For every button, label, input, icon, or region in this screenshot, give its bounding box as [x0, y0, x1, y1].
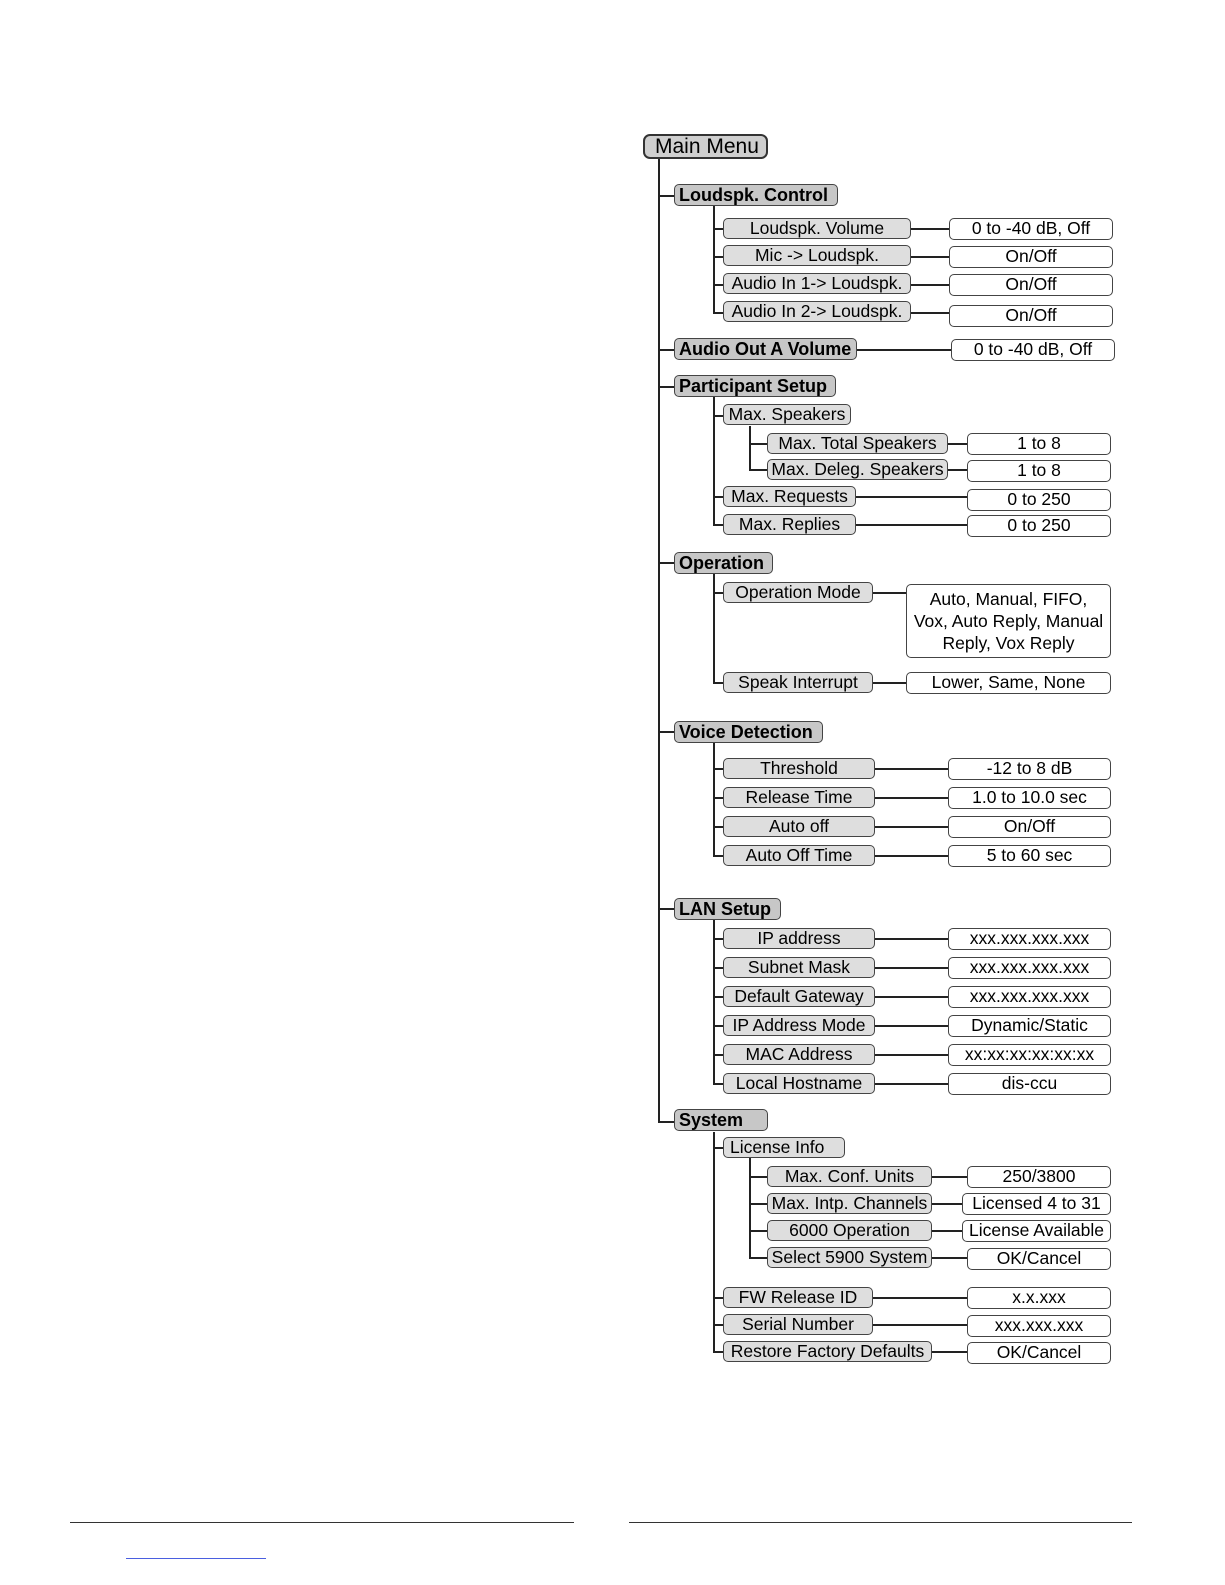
branch-line	[658, 731, 674, 733]
menu-item-ip-address: IP address	[723, 928, 875, 949]
sub-trunk-line	[749, 426, 751, 471]
branch-line	[713, 855, 723, 857]
value-max-deleg-speakers: 1 to 8	[967, 460, 1111, 482]
menu-item-max-conf-units: Max. Conf. Units	[767, 1166, 932, 1187]
menu-item-max-replies: Max. Replies	[723, 514, 856, 535]
value-max-intp-channels: Licensed 4 to 31	[962, 1193, 1111, 1215]
value-max-conf-units: 250/3800	[967, 1166, 1111, 1188]
value-line	[875, 855, 948, 857]
menu-item-default-gateway: Default Gateway	[723, 986, 875, 1007]
value-max-replies: 0 to 250	[967, 515, 1111, 537]
value-6000-operation: License Available	[962, 1220, 1111, 1242]
menu-item-auto-off: Auto off	[723, 816, 875, 837]
value-line	[932, 1230, 962, 1232]
main-trunk-line	[658, 157, 660, 1122]
value-operation-mode-line-3: Reply, Vox Reply	[942, 633, 1075, 653]
branch-line	[713, 682, 723, 684]
branch-line	[658, 908, 674, 910]
sub-trunk-line	[713, 206, 715, 313]
value-line	[911, 284, 949, 286]
branch-line	[749, 1176, 767, 1178]
footer-rule-right	[629, 1522, 1132, 1523]
section-lan-setup: LAN Setup	[674, 898, 781, 920]
menu-item-audio-in-2-loudspk: Audio In 2-> Loudspk.	[723, 301, 911, 322]
branch-line	[713, 1324, 723, 1326]
menu-item-speak-interrupt: Speak Interrupt	[723, 672, 873, 693]
value-local-hostname: dis-ccu	[948, 1073, 1111, 1095]
value-max-requests: 0 to 250	[967, 489, 1111, 511]
footer-rule-left	[70, 1522, 574, 1523]
branch-line	[713, 284, 723, 286]
section-voice-detection: Voice Detection	[674, 721, 823, 743]
branch-line	[749, 1257, 767, 1259]
branch-line	[658, 1121, 674, 1123]
menu-item-max-speakers: Max. Speakers	[723, 404, 851, 425]
branch-line	[749, 1230, 767, 1232]
menu-item-max-deleg-speakers: Max. Deleg. Speakers	[767, 459, 948, 480]
sub-trunk-line	[713, 1132, 715, 1352]
menu-item-mac-address: MAC Address	[723, 1044, 875, 1065]
branch-line	[713, 1351, 723, 1353]
value-line	[948, 443, 967, 445]
branch-line	[713, 1147, 723, 1149]
value-line	[911, 312, 949, 314]
branch-line	[713, 1083, 723, 1085]
branch-line	[713, 1054, 723, 1056]
branch-line	[658, 562, 674, 564]
menu-item-select-5900-system: Select 5900 System	[767, 1247, 932, 1268]
menu-item-local-hostname: Local Hostname	[723, 1073, 875, 1094]
footer-link-underline	[126, 1558, 266, 1559]
value-line	[873, 682, 906, 684]
value-line	[875, 967, 948, 969]
section-audio-out-a-volume: Audio Out A Volume	[674, 338, 857, 360]
value-line	[875, 1025, 948, 1027]
value-subnet-mask: xxx.xxx.xxx.xxx	[948, 957, 1111, 979]
branch-line	[713, 1025, 723, 1027]
menu-item-threshold: Threshold	[723, 758, 875, 779]
value-loudspk-volume: 0 to -40 dB, Off	[949, 218, 1113, 240]
branch-line	[713, 524, 723, 526]
branch-line	[713, 967, 723, 969]
value-threshold: -12 to 8 dB	[948, 758, 1111, 780]
value-restore-factory-defaults: OK/Cancel	[967, 1342, 1111, 1364]
section-system: System	[674, 1109, 768, 1131]
value-audio-out-a-volume: 0 to -40 dB, Off	[951, 339, 1115, 361]
branch-line	[713, 1297, 723, 1299]
value-line	[875, 996, 948, 998]
value-ip-address: xxx.xxx.xxx.xxx	[948, 928, 1111, 950]
value-ip-address-mode: Dynamic/Static	[948, 1015, 1111, 1037]
branch-line	[658, 349, 674, 351]
menu-item-ip-address-mode: IP Address Mode	[723, 1015, 875, 1036]
value-speak-interrupt: Lower, Same, None	[906, 672, 1111, 694]
branch-line	[749, 469, 767, 471]
value-mic-loudspk: On/Off	[949, 246, 1113, 268]
menu-item-operation-mode: Operation Mode	[723, 582, 873, 603]
value-line	[932, 1257, 967, 1259]
value-line	[856, 496, 967, 498]
value-max-total-speakers: 1 to 8	[967, 433, 1111, 455]
value-line	[856, 524, 967, 526]
main-menu-node: Main Menu	[643, 134, 768, 159]
menu-item-audio-in-1-loudspk: Audio In 1-> Loudspk.	[723, 273, 911, 294]
branch-line	[713, 415, 723, 417]
branch-line	[749, 1203, 767, 1205]
value-mac-address: xx:xx:xx:xx:xx:xx	[948, 1044, 1111, 1066]
section-loudspk-control: Loudspk. Control	[674, 184, 838, 206]
branch-line	[713, 228, 723, 230]
value-line	[873, 592, 906, 594]
value-release-time: 1.0 to 10.0 sec	[948, 787, 1111, 809]
menu-item-auto-off-time: Auto Off Time	[723, 845, 875, 866]
menu-item-serial-number: Serial Number	[723, 1314, 873, 1335]
section-operation: Operation	[674, 552, 773, 574]
value-default-gateway: xxx.xxx.xxx.xxx	[948, 986, 1111, 1008]
menu-item-subnet-mask: Subnet Mask	[723, 957, 875, 978]
value-line	[932, 1203, 962, 1205]
value-line	[875, 1083, 948, 1085]
value-line	[932, 1351, 967, 1353]
menu-item-fw-release-id: FW Release ID	[723, 1287, 873, 1308]
branch-line	[713, 496, 723, 498]
menu-item-max-requests: Max. Requests	[723, 486, 856, 507]
value-audio-in-1-loudspk: On/Off	[949, 274, 1113, 296]
value-fw-release-id: x.x.xxx	[967, 1287, 1111, 1309]
sub-trunk-line	[713, 920, 715, 1085]
menu-item-restore-factory-defaults: Restore Factory Defaults	[723, 1341, 932, 1362]
value-line	[875, 1054, 948, 1056]
value-line	[911, 228, 949, 230]
branch-line	[713, 256, 723, 258]
menu-item-license-info: License Info	[723, 1137, 845, 1158]
menu-item-max-intp-channels: Max. Intp. Channels	[767, 1193, 932, 1214]
value-operation-mode	[906, 584, 1111, 658]
menu-item-6000-operation: 6000 Operation	[767, 1220, 932, 1241]
value-operation-mode-line-2: Vox, Auto Reply, Manual	[913, 611, 1104, 631]
section-participant-setup: Participant Setup	[674, 375, 836, 397]
value-line	[875, 768, 948, 770]
branch-line	[713, 996, 723, 998]
value-line	[873, 1324, 967, 1326]
menu-item-max-total-speakers: Max. Total Speakers	[767, 433, 948, 454]
menu-item-release-time: Release Time	[723, 787, 875, 808]
value-line	[857, 349, 951, 351]
sub-trunk-line	[749, 1158, 751, 1259]
value-line	[948, 469, 967, 471]
menu-item-loudspk-volume: Loudspk. Volume	[723, 218, 911, 239]
branch-line	[713, 592, 723, 594]
value-line	[875, 938, 948, 940]
value-line	[875, 797, 948, 799]
branch-line	[713, 312, 723, 314]
value-auto-off-time: 5 to 60 sec	[948, 845, 1111, 867]
value-audio-in-2-loudspk: On/Off	[949, 305, 1113, 327]
branch-line	[749, 443, 767, 445]
branch-line	[713, 938, 723, 940]
value-serial-number: xxx.xxx.xxx	[967, 1315, 1111, 1337]
branch-line	[658, 195, 674, 197]
value-line	[873, 1297, 967, 1299]
branch-line	[713, 826, 723, 828]
value-line	[911, 256, 949, 258]
sub-trunk-line	[713, 574, 715, 683]
menu-item-mic-loudspk: Mic -> Loudspk.	[723, 245, 911, 266]
value-operation-mode-line-1: Auto, Manual, FIFO,	[929, 589, 1088, 609]
value-line	[932, 1176, 967, 1178]
value-select-5900-system: OK/Cancel	[967, 1248, 1111, 1270]
value-line	[875, 826, 948, 828]
branch-line	[713, 797, 723, 799]
sub-trunk-line	[713, 743, 715, 856]
branch-line	[658, 386, 674, 388]
value-auto-off: On/Off	[948, 816, 1111, 838]
branch-line	[713, 768, 723, 770]
